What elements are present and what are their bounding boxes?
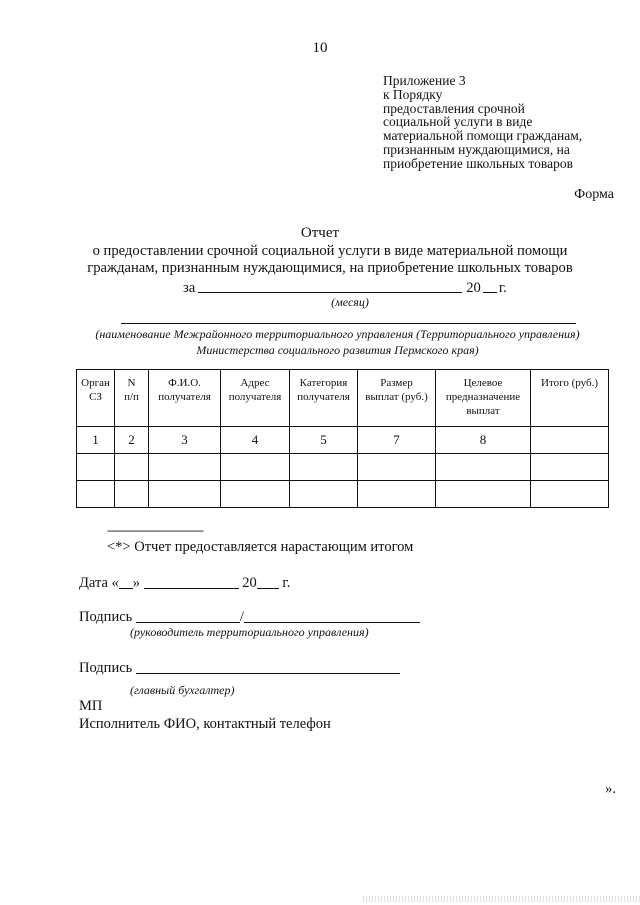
table-row (77, 481, 609, 508)
signature-note-accountant: (главный бухгалтер) (130, 683, 235, 697)
header-cell-address: Адрес получателя (221, 370, 290, 427)
executor-line: Исполнитель ФИО, контактный телефон (79, 716, 331, 732)
table-cell: 8 (436, 427, 531, 454)
table-cell (531, 427, 609, 454)
header-cell-purpose: Целевое предназначение выплат (436, 370, 531, 427)
form-label: Форма (574, 187, 614, 202)
table-cell: 5 (290, 427, 358, 454)
period-prefix: за (183, 280, 196, 296)
table-cell[interactable] (531, 454, 609, 481)
table-cell[interactable] (290, 481, 358, 508)
month-note: (месяц) (331, 295, 369, 309)
day-blank[interactable] (119, 574, 133, 589)
organization-note-line: Министерства социального развития Пермского края) (196, 343, 479, 357)
table-cell[interactable] (115, 481, 149, 508)
header-cell-name: Ф.И.О. получателя (149, 370, 221, 427)
scan-edge-artifact (363, 896, 640, 902)
signature-label: Подпись (79, 660, 133, 676)
table-cell[interactable] (436, 481, 531, 508)
table-number-row (77, 427, 609, 454)
date-label: Дата « (79, 575, 119, 591)
organization-note (40, 326, 635, 358)
table-row (77, 454, 609, 481)
date-month-blank[interactable] (144, 574, 239, 589)
header-cell-number: N п/п (115, 370, 149, 427)
table-cell: 3 (149, 427, 221, 454)
table-cell: 1 (77, 427, 115, 454)
stamp-label: МП (79, 698, 103, 714)
date-year: 20 (242, 575, 257, 591)
table-cell[interactable] (290, 454, 358, 481)
year-blank[interactable] (483, 278, 497, 293)
organization-blank[interactable] (121, 323, 576, 324)
table-header-row (77, 370, 609, 427)
date-suffix: г. (282, 575, 291, 591)
table-cell: 4 (221, 427, 290, 454)
signature-blank[interactable] (136, 659, 400, 674)
report-subtitle-line: гражданам, признанным нуждающимися, на приобретение школьных товаров (87, 260, 573, 276)
table-cell[interactable] (149, 454, 221, 481)
date-line (79, 574, 290, 592)
report-subtitle (60, 243, 600, 277)
table-cell[interactable] (77, 481, 115, 508)
appendix-line: социальной услуги в виде (383, 114, 533, 130)
footnote: <*> Отчет предоставляется нарастающим итогом (107, 539, 414, 555)
appendix-line: приобретение школьных товаров (383, 155, 573, 171)
appendix-block (383, 74, 582, 171)
appendix-line: к Порядку (383, 86, 443, 102)
appendix-line: Приложение 3 (383, 73, 466, 88)
report-subtitle-line: о предоставлении срочной социальной услуги в виде материальной помощи (92, 243, 568, 259)
date-year-blank[interactable] (257, 574, 279, 589)
signature-label: Подпись (79, 609, 133, 625)
appendix-line: признанным нуждающимися, на (383, 141, 570, 157)
appendix-line: материальной помощи гражданам, (383, 128, 583, 144)
header-cell-organ: Орган СЗ (77, 370, 115, 427)
organization-note-line: (наименование Межрайонного территориального управления (Территориального управления) (95, 327, 580, 341)
month-blank[interactable] (198, 278, 462, 293)
header-cell-category: Категория получателя (290, 370, 358, 427)
report-table (76, 369, 609, 508)
signature-line-head (79, 608, 420, 626)
header-cell-total: Итого (руб.) (531, 370, 609, 427)
signature-name-blank[interactable] (244, 608, 420, 623)
table-cell[interactable] (436, 454, 531, 481)
page-number: 10 (312, 40, 328, 56)
signature-blank[interactable] (136, 608, 240, 623)
footnote-separator: -------------------------------- (107, 523, 203, 537)
table-cell: 2 (115, 427, 149, 454)
header-cell-amount: Размер выплат (руб.) (358, 370, 436, 427)
year-prefix: 20 (466, 280, 481, 296)
table-cell: 7 (358, 427, 436, 454)
table-cell[interactable] (221, 454, 290, 481)
date-mid: » (132, 575, 141, 591)
report-title: Отчет (300, 225, 340, 241)
closing-quote: ». (605, 781, 616, 797)
appendix-line: предоставления срочной (383, 100, 525, 116)
table-cell[interactable] (531, 481, 609, 508)
signature-separator: / (239, 609, 244, 625)
signature-note-head: (руководитель территориального управления) (130, 625, 369, 639)
table-cell[interactable] (358, 454, 436, 481)
table-cell[interactable] (149, 481, 221, 508)
table-cell[interactable] (358, 481, 436, 508)
year-suffix: г. (498, 280, 507, 296)
table-cell[interactable] (115, 454, 149, 481)
signature-line-accountant (79, 659, 400, 677)
table-cell[interactable] (221, 481, 290, 508)
table-cell[interactable] (77, 454, 115, 481)
